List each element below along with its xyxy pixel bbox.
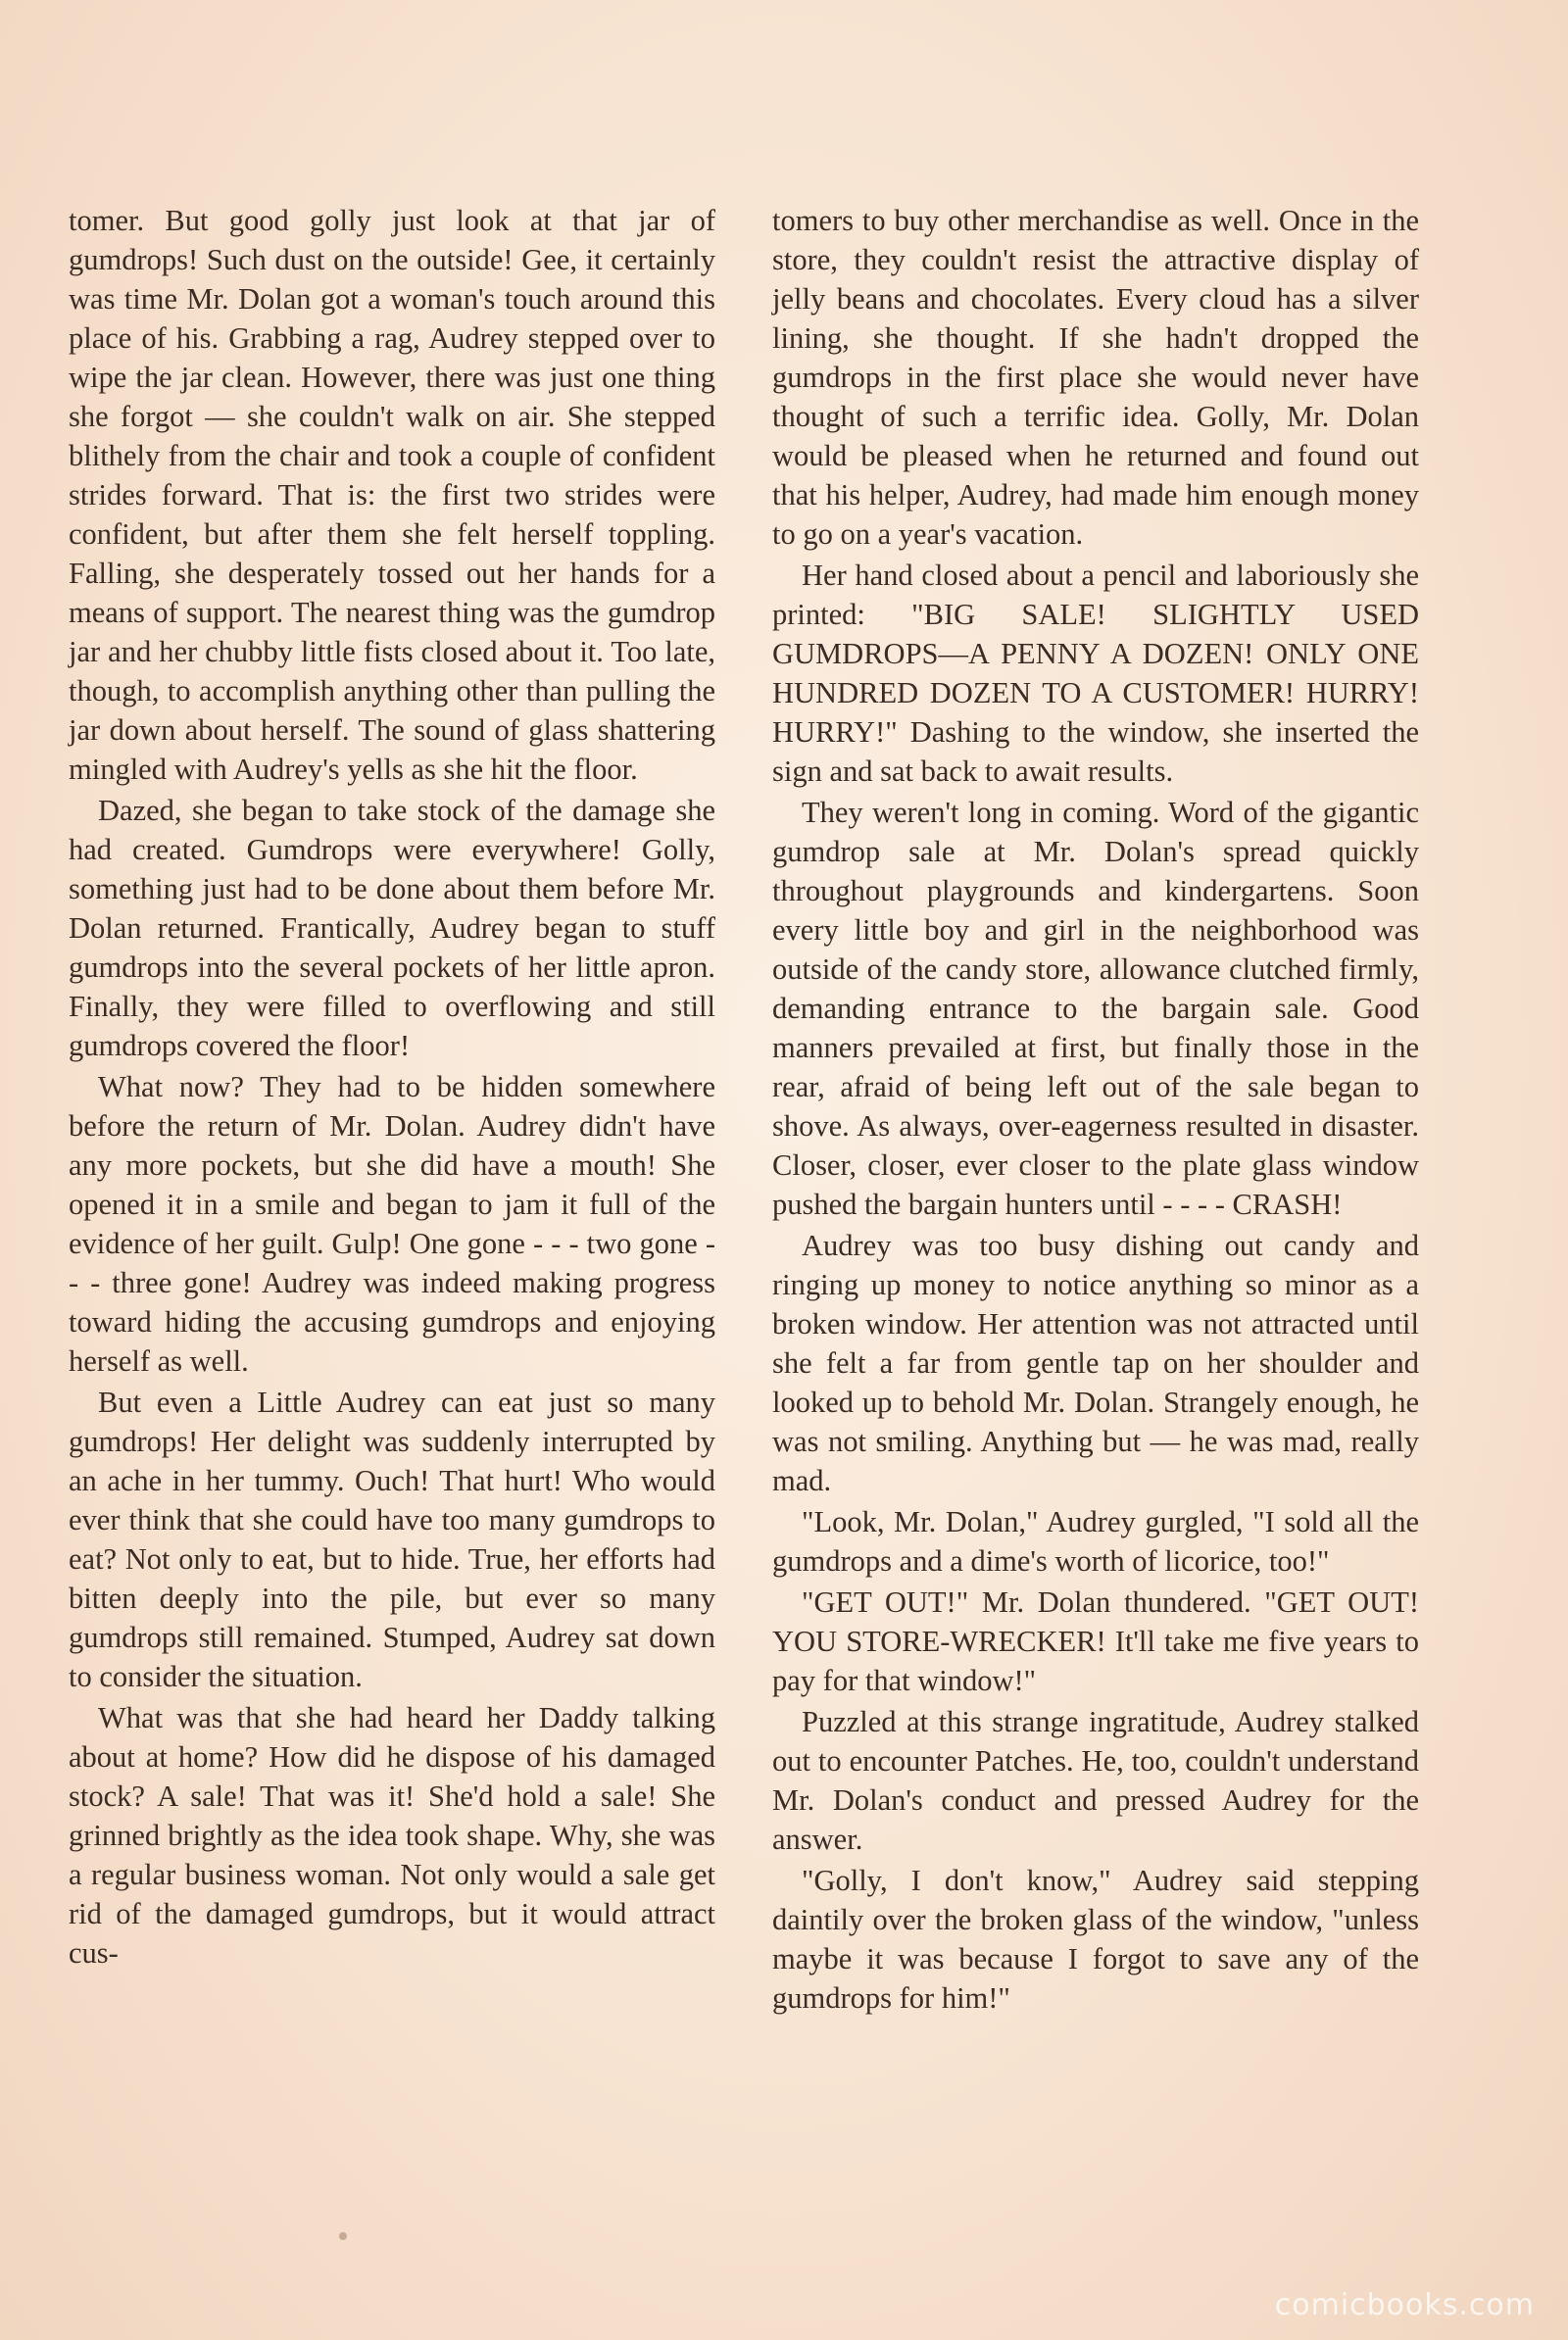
watermark: comicbooks.com <box>1274 2288 1535 2322</box>
right-text-column <box>772 201 1419 2018</box>
left-text-column <box>69 201 715 1973</box>
paragraph: They weren't long in coming. Word of the gigantic gumdrop sale at Mr. Dolan's spread quickly throughout playgrounds and kindergartens. Soon every little boy and girl in the neighborhood was outside of the candy store, allowance clutched firmly, demanding entrance to the bargain sale. Good manners prevailed at first, but finally those in the rear, afraid of being left out of the sale began to shove. As always, over-eagerness resulted in disaster. Closer, closer, ever closer to the plate glass window pushed the bargain hunters until - - - - CRASH! <box>772 796 1419 1221</box>
paragraph: Dazed, she began to take stock of the damage she had created. Gumdrops were everywhere! Golly, something just had to be done about them before Mr. Dolan returned. Frantically, Audrey began to stuff gumdrops into the several pockets of her little apron. Finally, they were filled to overflowing and still gumdrops covered the floor! <box>69 794 715 1062</box>
paragraph: tomers to buy other merchandise as well. Once in the store, they couldn't resist the attractive display of jelly beans and chocolates. Every cloud has a silver lining, she thought. If she hadn't dropped the gumdrops in the first place she would never have thought of such a terrific idea. Golly, Mr. Dolan would be pleased when he returned and found out that his helper, Audrey, had made him enough money to go on a year's vacation. <box>772 204 1419 551</box>
paragraph: What was that she had heard her Daddy talking about at home? How did he dispose of his damaged stock? A sale! That was it! She'd hold a sale! She grinned brightly as the idea took shape. Why, she was a regular business woman. Not only would a sale get rid of the damaged gumdrops, but it would attract cus- <box>69 1701 715 1970</box>
paragraph: But even a Little Audrey can eat just so many gumdrops! Her delight was suddenly interrupted by an ache in her tummy. Ouch! That hurt! Who would ever think that she could have too many gumdrops to eat? Not only to eat, but to hide. True, her efforts had bitten deeply into the pile, but ever so many gumdrops still remained. Stumped, Audrey sat down to consider the situation. <box>69 1386 715 1693</box>
paragraph: "Golly, I don't know," Audrey said stepping daintily over the broken glass of the window, "unless maybe it was because I forgot to save any of the gumdrops for him!" <box>772 1864 1419 2015</box>
paragraph: "Look, Mr. Dolan," Audrey gurgled, "I sold all the gumdrops and a dime's worth of licorice, too!" <box>772 1505 1419 1578</box>
paragraph: tomer. But good golly just look at that jar of gumdrops! Such dust on the outside! Gee, it certainly was time Mr. Dolan got a woman's touch around this place of his. Grabbing a rag, Audrey stepped over to wipe the jar clean. However, there was just one thing she forgot — she couldn't walk on air. She stepped blithely from the chair and took a couple of confident strides forward. That is: the first two strides were confident, but after them she felt herself toppling. Falling, she desperately tossed out her hands for a means of support. The nearest thing was the gumdrop jar and her chubby little fists closed about it. Too late, though, to accomplish anything other than pulling the jar down about herself. The sound of glass shattering mingled with Audrey's yells as she hit the floor. <box>69 204 715 786</box>
paragraph: Audrey was too busy dishing out candy and ringing up money to notice anything so minor as a broken window. Her attention was not attracted until she felt a far from gentle tap on her shoulder and looked up to behold Mr. Dolan. Strangely enough, he was not smiling. Anything but — he was mad, really mad. <box>772 1229 1419 1497</box>
paragraph: "GET OUT!" Mr. Dolan thundered. "GET OUT! YOU STORE-WRECKER! It'll take me five years to pay for that window!" <box>772 1585 1419 1697</box>
paragraph: Puzzled at this strange ingratitude, Audrey stalked out to encounter Patches. He, too, couldn't understand Mr. Dolan's conduct and pressed Audrey for the answer. <box>772 1705 1419 1856</box>
print-speck <box>339 2232 347 2240</box>
paragraph: What now? They had to be hidden somewhere before the return of Mr. Dolan. Audrey didn't have any more pockets, but she did have a mouth! She opened it in a smile and began to jam it full of the evidence of her guilt. Gulp! One gone - - - two gone - - - three gone! Audrey was indeed making progress toward hiding the accusing gumdrops and enjoying herself as well. <box>69 1070 715 1378</box>
paragraph: Her hand closed about a pencil and laboriously she printed: "BIG SALE! SLIGHTLY USED GUMDROPS—A PENNY A DOZEN! ONLY ONE HUNDRED DOZEN TO A CUSTOMER! HURRY! HURRY!" Dashing to the window, she inserted the sign and sat back to await results. <box>772 559 1419 788</box>
